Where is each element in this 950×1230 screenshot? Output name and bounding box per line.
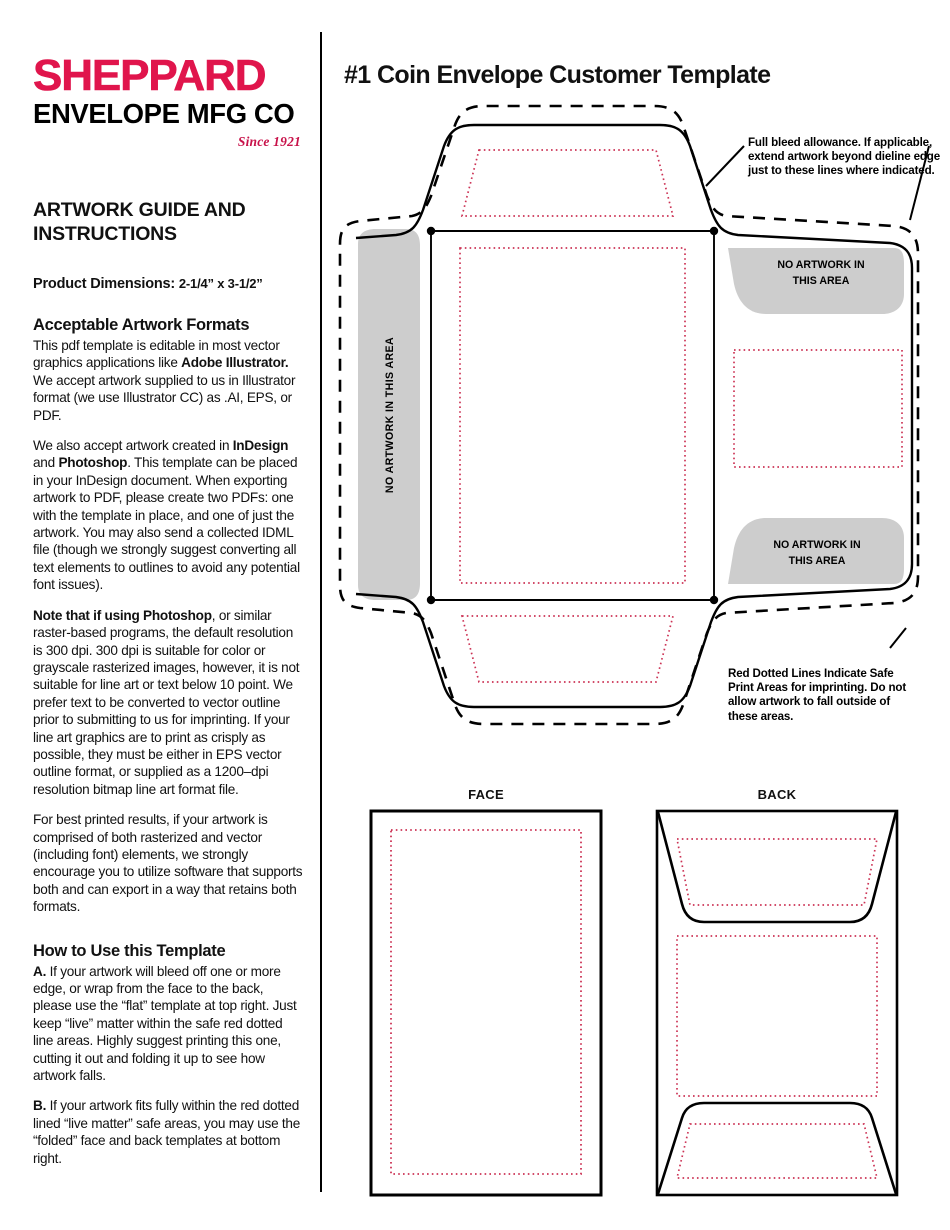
back-envelope-diagram — [654, 808, 900, 1198]
face-dieline-rect — [371, 811, 601, 1195]
sidebar-instructions — [33, 51, 305, 1190]
formats-p1-part-c: We accept artwork supplied to us in Illustrator format (we use Illustrator CC) as .AI, EPS, or PDF. — [33, 372, 296, 423]
note-rest: , or similar raster-based programs, the default resolution is 300 dpi. 300 dpi is suitable for color or grayscale rasterized images, however, it is not suitable for line art or text below 10 point. We prefer text to be converted to vector outline prior to submitting to us for imprinting. If your line art graphics are to print as crisply as possible, they must be either in EPS vector outline format, or supplied as a 1200–dpi resolution bitmap line art format file. — [33, 607, 300, 797]
product-dimensions — [33, 276, 305, 292]
formats-heading: Acceptable Artwork Formats — [33, 316, 250, 334]
formats-p2-part-a: We also accept artwork created in — [33, 438, 233, 454]
dieline-outline — [356, 125, 912, 707]
formats-p2-part-c: and — [33, 455, 59, 471]
fold-corner-dot-bl — [427, 596, 435, 604]
leader-line-bleed-right — [910, 146, 929, 220]
face-template-group — [368, 787, 604, 1198]
template-panel — [334, 60, 944, 1210]
column-divider-rule — [320, 32, 322, 1192]
how-to-b-label: B. — [33, 1098, 47, 1114]
formats-paragraph-1 — [33, 337, 305, 424]
best-results-paragraph: For best printed results, if your artwork is comprised of both rasterized and vector (including font) elements, we strongly encourage you to utilize software that supports both and can export in a way that retains both formats. — [33, 812, 303, 915]
how-to-b-text: If your artwork fits fully within the red dotted lined “live matter” safe areas, you may use the “folded” face and back templates at bottom right. — [33, 1098, 301, 1166]
right-top-no-artwork-label-line1: NO ARTWORK IN — [777, 259, 865, 271]
right-panel-no-artwork-zone-bottom — [728, 518, 904, 584]
back-label: BACK — [757, 787, 797, 802]
safe-area-center-panel — [460, 248, 685, 583]
left-flap-no-artwork-label: NO ARTWORK IN THIS AREA — [384, 336, 396, 494]
right-top-no-artwork-label-line2: THIS AREA — [792, 275, 850, 287]
right-bottom-no-artwork-label-line2: THIS AREA — [788, 555, 846, 567]
formats-p1-bold: Adobe Illustrator. — [181, 355, 289, 371]
how-to-heading: How to Use this Template — [33, 941, 226, 960]
back-template-group — [654, 787, 900, 1198]
how-to-a-label: A. — [33, 963, 47, 979]
how-to-item-a — [33, 963, 305, 1085]
note-paragraph — [33, 607, 305, 798]
formats-p2-bold-photoshop: Photoshop — [58, 455, 128, 471]
company-logo — [33, 51, 305, 153]
right-bottom-no-artwork-label-line1: NO ARTWORK IN — [773, 539, 861, 551]
fold-corner-dot-br — [710, 596, 718, 604]
face-label: FACE — [468, 787, 504, 802]
face-envelope-diagram — [368, 808, 604, 1198]
leader-line-bleed-callout — [706, 146, 744, 186]
logo-tagline: Since 1921 — [237, 134, 301, 149]
formats-p1-part-a: This pdf template is editable in most vector graphics applications like — [33, 338, 280, 371]
how-to-item-b — [33, 1097, 305, 1167]
logo-secondary-text: ENVELOPE MFG CO — [33, 98, 295, 129]
how-to-a-text: If your artwork will bleed off one or more edge, or wrap from the face to the back, please use the “flat” template at top right. Just keep “live” matter within the safe red dotted line areas. Highly suggest printing this one, cutting it out and folding it up to see how artwork falls. — [33, 963, 297, 1084]
note-bold-lead: Note that if using Photoshop — [33, 607, 212, 623]
safe-area-right-panel — [734, 350, 902, 467]
flat-envelope-template-diagram — [334, 88, 944, 748]
formats-p2-bold-indesign: InDesign — [232, 438, 289, 454]
product-dimensions-value: 2-1/4” x 3-1/2” — [178, 276, 263, 291]
fold-corner-dot-tl — [427, 227, 435, 235]
formats-p2-part-e: . This template can be placed in your InDesign document. When exporting artwork to PDF, please create two PDFs: one with the template in place, and one of just the artwork. You may also send a collected IDML file (though we strongly suggest converting all text elements to outlines to avoid any potential font issues). — [33, 455, 300, 593]
fold-corner-dot-tr — [710, 227, 718, 235]
safe-area-top-flap — [462, 150, 673, 216]
back-dieline-rect — [657, 811, 897, 1195]
logo-primary-text: SHEPPARD — [33, 51, 266, 100]
safe-area-bottom-flap — [462, 616, 673, 682]
callout-full-bleed: Full bleed allowance. If applicable, extend artwork beyond dieline edge just to these lines where indicated. — [748, 136, 941, 178]
page-title: ARTWORK GUIDE AND INSTRUCTIONS — [33, 199, 246, 245]
leader-line-red-callout — [890, 628, 906, 648]
product-dimensions-label: Product Dimensions: — [33, 276, 176, 292]
template-title: #1 Coin Envelope Customer Template — [344, 61, 771, 89]
callout-red-dotted-lines: Red Dotted Lines Indicate Safe Print Areas for imprinting. Do not allow artwork to fall outside of these areas. — [728, 667, 907, 723]
formats-paragraph-2 — [33, 437, 305, 594]
